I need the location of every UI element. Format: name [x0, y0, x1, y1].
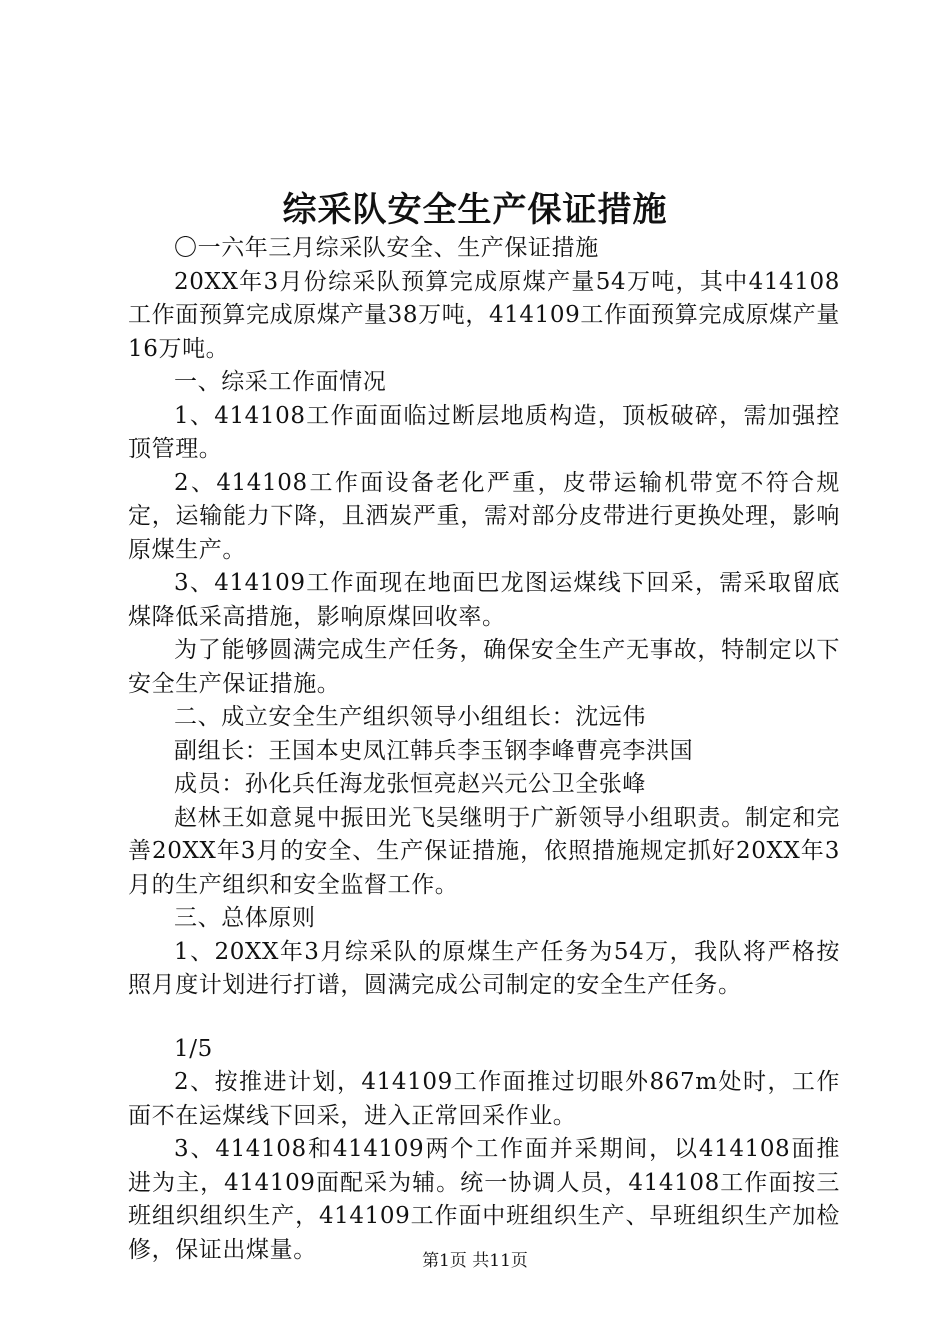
paragraph: 3、414108和414109两个工作面并采期间，以414108面推进为主，414109面配采为辅。统一协调人员，414108工作面按三班组织组织生产，414109工作面中班组织生产、早班组织生产加检修，保证出煤量。 — [128, 1136, 840, 1263]
spacer — [128, 1003, 840, 1033]
paragraph: 成员：孙化兵任海龙张恒亮赵兴元公卫全张峰 — [174, 771, 646, 797]
section-heading: 一、综采工作面情况 — [174, 369, 387, 395]
paragraph: 3、414109工作面现在地面巴龙图运煤线下回采，需采取留底煤降低采高措施，影响原煤回收率。 — [128, 570, 840, 630]
paragraph: 为了能够圆满完成生产任务，确保安全生产无事故，特制定以下安全生产保证措施。 — [128, 637, 840, 697]
paragraph: 1、414108工作面面临过断层地质构造，顶板破碎，需加强控顶管理。 — [128, 402, 840, 462]
paragraph: 1、20XX年3月综采队的原煤生产任务为54万，我队将严格按照月度计划进行打谱，圆满完成公司制定的安全生产任务。 — [128, 938, 840, 998]
section-heading: 三、总体原则 — [174, 905, 316, 931]
paragraph: 赵林王如意晁中振田光飞吴继明于广新领导小组职责。制定和完善20XX年3月的安全、生产保证措施，依照措施规定抓好20XX年3月的生产组织和安全监督工作。 — [128, 804, 840, 898]
paragraph: 副组长：王国本史凤江韩兵李玉钢李峰曹亮李洪国 — [174, 737, 694, 764]
paragraph: 2、414108工作面设备老化严重，皮带运输机带宽不符合规定，运输能力下降，且洒炭严重，需对部分皮带进行更换处理，影响原煤生产。 — [128, 469, 840, 563]
document-body — [128, 232, 840, 1267]
document-title: 综采队安全生产保证措施 — [282, 190, 668, 230]
page-footer: 第1页 共11页 — [422, 1251, 528, 1271]
page-marker: 1/5 — [174, 1035, 213, 1062]
paragraph: 〇一六年三月综采队安全、生产保证措施 — [174, 235, 599, 261]
paragraph: 2、按推进计划，414109工作面推过切眼外867m处时，工作面不在运煤线下回采，进入正常回采作业。 — [128, 1069, 840, 1129]
paragraph: 20XX年3月份综采队预算完成原煤产量54万吨，其中414108工作面预算完成原煤产量38万吨，414109工作面预算完成原煤产量16万吨。 — [128, 268, 840, 362]
section-heading: 二、成立安全生产组织领导小组组长：沈远伟 — [174, 704, 646, 730]
